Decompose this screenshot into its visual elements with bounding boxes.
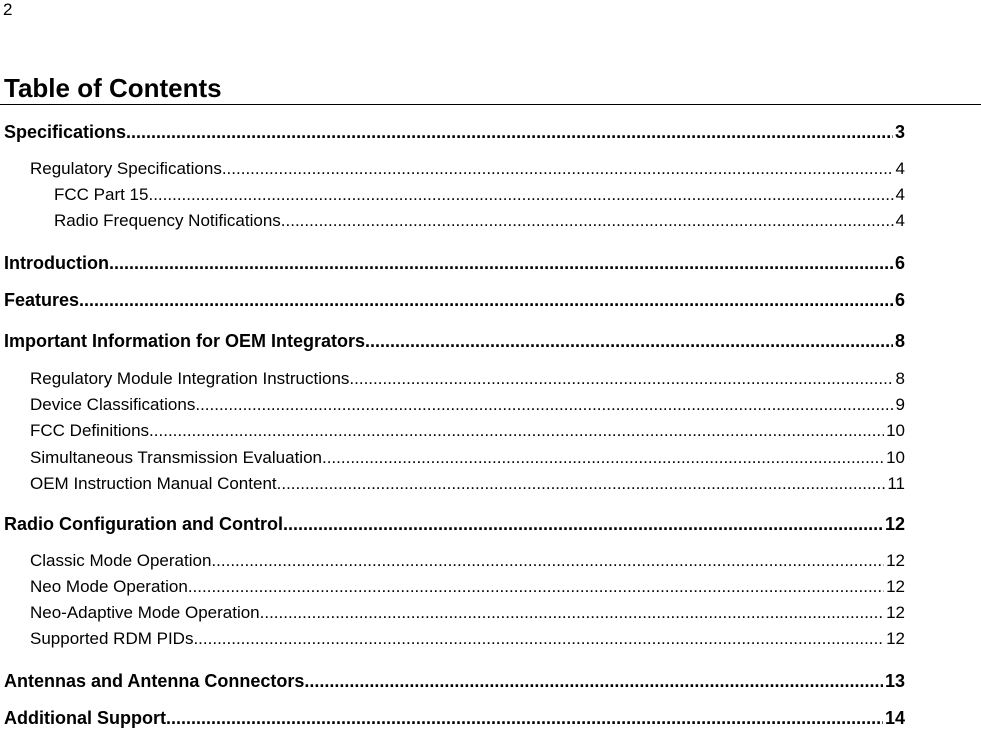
toc-entry-page: 11	[887, 474, 905, 493]
dot-leader	[349, 368, 893, 390]
dot-leader	[222, 158, 894, 180]
dot-leader	[149, 420, 884, 442]
toc-entry-neo-mode[interactable]	[30, 576, 905, 598]
toc-entry-label: OEM Instruction Manual Content	[30, 474, 277, 493]
toc-entry-additional-support[interactable]	[4, 706, 905, 730]
toc-entry-features[interactable]	[4, 288, 905, 312]
dot-leader	[166, 706, 883, 730]
toc-entry-label: Specifications	[4, 122, 127, 142]
toc-entry-page: 13	[884, 671, 905, 691]
toc-entry-label: Simultaneous Transmission Evaluation	[30, 448, 322, 467]
toc-entry-page: 8	[895, 369, 905, 388]
toc-entry-label: Classic Mode Operation	[30, 551, 212, 570]
dot-leader	[79, 288, 893, 312]
dot-leader	[195, 394, 893, 416]
toc-entry-page: 4	[895, 211, 905, 230]
toc-entry-simultaneous-transmission[interactable]	[30, 447, 905, 469]
toc-entry-page: 3	[894, 122, 905, 142]
dot-leader	[304, 669, 883, 693]
dot-leader	[365, 329, 893, 353]
toc-entry-neo-adaptive-mode[interactable]	[30, 602, 905, 624]
toc-entry-page: 8	[894, 331, 905, 351]
dot-leader	[277, 473, 886, 495]
toc-entry-module-integration[interactable]	[30, 368, 905, 390]
toc-entry-label: Regulatory Specifications	[30, 159, 222, 178]
toc-entry-oem-integrators[interactable]	[4, 329, 905, 353]
toc-entry-page: 10	[886, 421, 905, 440]
toc-entry-fcc-definitions[interactable]	[30, 420, 905, 442]
toc-entry-label: Radio Configuration and Control	[4, 514, 283, 534]
page-number: 2	[3, 0, 13, 19]
dot-leader	[109, 251, 893, 275]
toc-entry-page: 4	[895, 159, 905, 178]
toc-entry-radio-frequency-notifications[interactable]	[54, 210, 905, 232]
toc-entry-label: Regulatory Module Integration Instructions	[30, 369, 350, 388]
toc-entry-label: Neo-Adaptive Mode Operation	[30, 603, 260, 622]
toc-entry-radio-configuration[interactable]	[4, 512, 905, 536]
toc-entry-supported-rdm-pids[interactable]	[30, 628, 905, 650]
toc-entry-page: 12	[886, 577, 905, 596]
toc-entry-label: Additional Support	[4, 708, 166, 728]
toc-entry-antennas[interactable]	[4, 669, 905, 693]
dot-leader	[283, 512, 883, 536]
toc-entry-page: 9	[895, 395, 905, 414]
toc-entry-label: Introduction	[4, 253, 109, 273]
dot-leader	[281, 210, 894, 232]
toc-entry-classic-mode[interactable]	[30, 550, 905, 572]
toc-entry-label: Supported RDM PIDs	[30, 629, 194, 648]
toc-entry-page: 12	[886, 603, 905, 622]
toc-entry-oem-instruction-manual[interactable]	[30, 473, 905, 495]
toc-entry-label: Features	[4, 290, 80, 310]
toc-entry-label: Neo Mode Operation	[30, 577, 188, 596]
dot-leader	[126, 120, 893, 144]
toc-entry-specifications[interactable]	[4, 120, 905, 144]
toc-entry-fcc-part-15[interactable]	[54, 184, 905, 206]
toc-entry-page: 14	[884, 708, 905, 728]
toc-entry-device-classifications[interactable]	[30, 394, 905, 416]
dot-leader	[211, 550, 884, 572]
dot-leader	[148, 184, 893, 206]
toc-entry-page: 12	[884, 514, 905, 534]
dot-leader	[188, 576, 884, 598]
dot-leader	[322, 447, 884, 469]
toc-entry-page: 6	[894, 290, 905, 310]
toc-entry-label: Device Classifications	[30, 395, 196, 414]
toc-entry-page: 4	[895, 185, 905, 204]
dot-leader	[193, 628, 884, 650]
toc-entry-page: 10	[886, 448, 905, 467]
toc-entry-page: 6	[894, 253, 905, 273]
toc-entry-page: 12	[886, 551, 905, 570]
toc-entry-label: Radio Frequency Notifications	[54, 211, 281, 230]
toc-entry-introduction[interactable]	[4, 251, 905, 275]
dot-leader	[260, 602, 884, 624]
toc-entry-page: 12	[886, 629, 905, 648]
toc-entry-label: Antennas and Antenna Connectors	[4, 671, 305, 691]
toc-title: Table of Contents	[4, 73, 222, 103]
title-divider	[0, 104, 981, 105]
toc-entry-label: Important Information for OEM Integrators	[4, 331, 366, 351]
toc-entry-label: FCC Part 15	[54, 185, 149, 204]
toc-entry-regulatory-specifications[interactable]	[30, 158, 905, 180]
toc-entry-label: FCC Definitions	[30, 421, 150, 440]
